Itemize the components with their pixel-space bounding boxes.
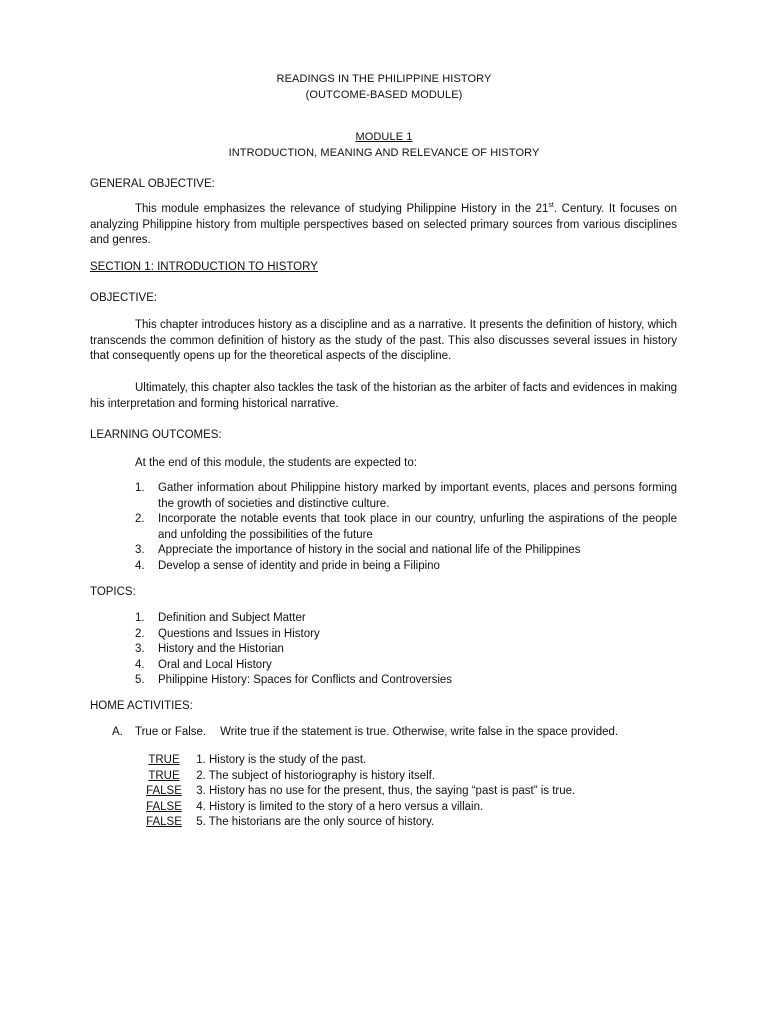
objective-paragraph-2: Ultimately, this chapter also tackles the task of the historian as the arbiter of facts and evidences in making his interpretation and forming historical narrative. bbox=[90, 382, 677, 410]
list-item-text: Definition and Subject Matter bbox=[158, 612, 306, 624]
objective-heading: OBJECTIVE: bbox=[90, 292, 158, 304]
topics-heading: TOPICS: bbox=[90, 586, 136, 598]
ordinal-superscript: st bbox=[548, 202, 554, 210]
list-item bbox=[135, 559, 677, 575]
list-item-number: 1. bbox=[135, 612, 145, 624]
general-objective-text bbox=[90, 202, 677, 249]
answer-blank: TRUE bbox=[148, 769, 180, 782]
list-item-number: 2. bbox=[135, 627, 145, 640]
general-objective-text-part2: . Century. It focuses on analyzing Philippine history from multiple perspectives based on selected primary sources from various disciplines and genres. bbox=[90, 203, 677, 247]
list-item-text: Philippine History: Spaces for Conflicts and Controversies bbox=[158, 674, 453, 687]
list-item-text: Appreciate the importance of history in the social and national life of the Philippines bbox=[158, 544, 581, 557]
list-item-number: 1. bbox=[135, 482, 145, 494]
objective-paragraph-1: This chapter introduces history as a discipline and as a narrative. It presents the definition of history, which transcends the common definition of history as the study of the past. This also discusses several issues in history that consequently opens up for the theoretical aspects of the discipline. bbox=[90, 319, 677, 363]
true-false-item bbox=[135, 753, 695, 769]
list-item-text: Develop a sense of identity and pride in being a Filipino bbox=[158, 559, 440, 572]
part-title: True or False. bbox=[135, 726, 207, 738]
list-item-number: 3. bbox=[135, 643, 145, 656]
module-title: INTRODUCTION, MEANING AND RELEVANCE OF HISTORY bbox=[228, 147, 540, 159]
statement-text: 5. The historians are the only source of history. bbox=[196, 816, 435, 829]
list-item-text: Gather information about Philippine history marked by important events, places and persons forming the growth of societies and distinctive culture. bbox=[158, 482, 677, 510]
answer-blank: FALSE bbox=[146, 785, 182, 798]
list-item-number: 4. bbox=[135, 559, 145, 572]
true-false-item bbox=[135, 769, 695, 785]
list-item bbox=[135, 481, 677, 512]
learning-outcomes-intro: At the end of this module, the students are expected to: bbox=[135, 457, 417, 469]
section-1-heading: SECTION 1: INTRODUCTION TO HISTORY bbox=[90, 261, 318, 273]
answer-blank: TRUE bbox=[148, 754, 180, 766]
list-item bbox=[135, 627, 677, 643]
list-item bbox=[135, 543, 677, 559]
list-item-text: Incorporate the notable events that took place in our country, unfurling the aspirations of the people and unfolding the possibilities of the future bbox=[158, 513, 677, 541]
true-false-item bbox=[135, 784, 695, 800]
module-number bbox=[0, 131, 768, 143]
statement-text: 3. History has no use for the present, thus, the saying “past is past” is true. bbox=[196, 785, 576, 798]
list-item bbox=[135, 673, 677, 689]
learning-outcomes-list bbox=[135, 481, 677, 575]
general-objective-heading: GENERAL OBJECTIVE: bbox=[90, 178, 215, 190]
list-item bbox=[135, 658, 677, 674]
list-item-number: 2. bbox=[135, 513, 145, 526]
answer-blank: FALSE bbox=[146, 800, 182, 813]
list-item-number: 3. bbox=[135, 544, 145, 557]
instruction-text: Write true if the statement is true. Otherwise, write false in the space provided. bbox=[220, 726, 619, 738]
home-activities-heading: HOME ACTIVITIES: bbox=[90, 700, 193, 712]
list-item-text: History and the Historian bbox=[158, 643, 284, 656]
list-item-number: 4. bbox=[135, 658, 145, 671]
document-title: READINGS IN THE PHILIPPINE HISTORY bbox=[276, 73, 492, 85]
true-false-instruction bbox=[112, 726, 618, 738]
answer-blank: FALSE bbox=[146, 816, 182, 829]
list-item bbox=[135, 642, 677, 658]
true-false-item bbox=[135, 815, 695, 831]
true-false-list bbox=[135, 753, 695, 831]
list-item-number: 5. bbox=[135, 674, 145, 687]
topics-list bbox=[135, 611, 677, 689]
part-label: A. bbox=[112, 726, 123, 738]
module-number-text: MODULE 1 bbox=[355, 131, 413, 143]
list-item-text: Oral and Local History bbox=[158, 658, 272, 671]
learning-outcomes-heading: LEARNING OUTCOMES: bbox=[90, 429, 222, 441]
statement-text: 4. History is limited to the story of a hero versus a villain. bbox=[196, 800, 484, 813]
list-item bbox=[135, 512, 677, 543]
document-subtitle: (OUTCOME-BASED MODULE) bbox=[305, 89, 463, 101]
true-false-item bbox=[135, 800, 695, 816]
list-item bbox=[135, 611, 677, 627]
statement-text: 1. History is the study of the past. bbox=[196, 754, 367, 766]
statement-text: 2. The subject of historiography is history itself. bbox=[196, 769, 436, 782]
list-item-text: Questions and Issues in History bbox=[158, 627, 320, 640]
general-objective-text-part1: This module emphasizes the relevance of studying Philippine History in the 21 bbox=[135, 203, 549, 215]
